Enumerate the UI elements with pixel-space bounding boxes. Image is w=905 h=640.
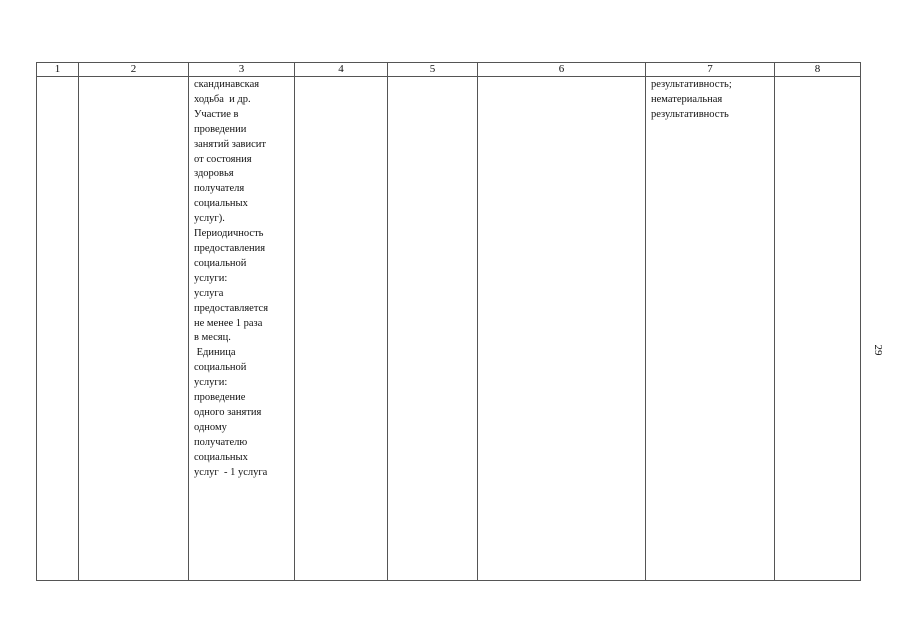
cell-col-4-text: [295, 77, 387, 78]
cell-col-1-text: [37, 77, 78, 78]
cell-col-2-text: [79, 77, 188, 78]
cell-col-8: [775, 77, 861, 581]
cell-col-3: [189, 77, 295, 581]
header-cell-2: 2: [79, 63, 189, 77]
header-row: [37, 63, 861, 77]
cell-col-6-text: [478, 77, 645, 78]
header-cell-7: 7: [646, 63, 775, 77]
header-cell-6: 6: [478, 63, 646, 77]
header-cell-5: 5: [388, 63, 478, 77]
header-cell-8: 8: [775, 63, 861, 77]
table-row: [37, 77, 861, 581]
header-cell-1: 1: [37, 63, 79, 77]
cell-col-1: [37, 77, 79, 581]
cell-col-4: [295, 77, 388, 581]
cell-col-8-text: [775, 77, 860, 78]
cell-col-5: [388, 77, 478, 581]
cell-col-7-text: результативность; нематериальная результативность: [651, 79, 732, 120]
cell-col-6: [478, 77, 646, 581]
cell-col-7: [646, 77, 775, 581]
header-cell-4: 4: [295, 63, 388, 77]
document-table: [36, 62, 861, 581]
page-number: 29: [872, 344, 884, 356]
cell-col-5-text: [388, 77, 477, 78]
cell-col-3-text: скандинавская ходьба и др. Участие в проведении занятий зависит от состояния здоровья получателя социальных услуг). Периодичность предоставления социальной услуги: услуга предоставляется не менее 1 раза в месяц. Единица социальной услуги: проведение одного занятия одному получателю социальных услуг - 1 услуга: [194, 79, 269, 478]
cell-col-2: [79, 77, 189, 581]
header-cell-3: 3: [189, 63, 295, 77]
